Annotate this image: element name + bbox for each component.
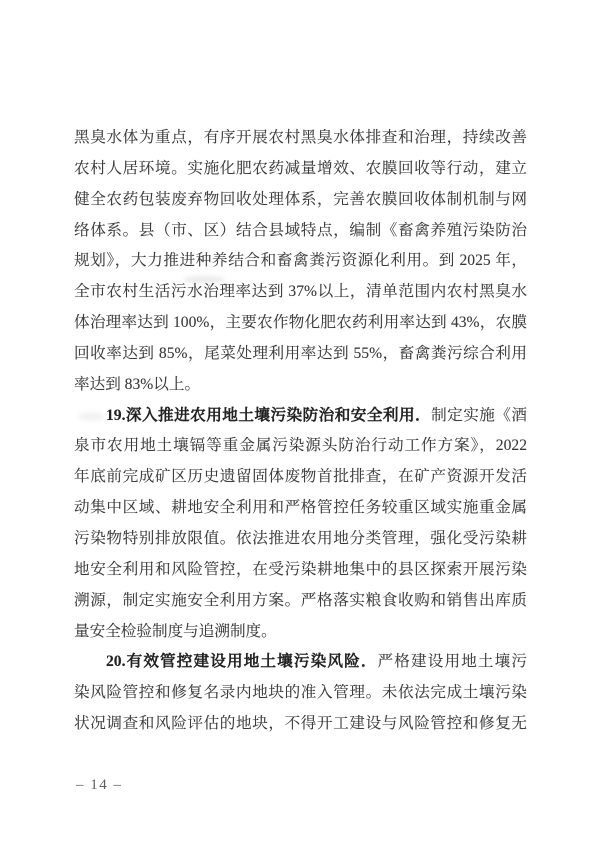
line-text: 回收率达到 85%，尾菜处理利用率达到 55%，畜禽粪污综合利用 xyxy=(74,344,527,362)
text-line xyxy=(74,246,527,277)
line-text: 地安全利用和风险管控，在受污染耕地集中的县区探索开展污染 xyxy=(74,560,527,578)
text-line xyxy=(74,277,527,308)
text-line xyxy=(74,339,527,370)
line-text: 动集中区域、耕地安全利用和严格管控任务较重区域实施重金属 xyxy=(74,499,527,517)
text-line xyxy=(74,185,527,216)
item-19-heading: 19.深入推进农用地土壤污染防治和安全利用． xyxy=(105,406,432,424)
line-text: 溯源，制定实施安全利用方案。严格落实粮食收购和销售出库质 xyxy=(74,591,527,609)
text-line xyxy=(74,123,527,154)
text-line xyxy=(74,617,527,648)
text-line xyxy=(74,493,527,524)
line-text: 制定实施《酒 xyxy=(431,406,527,424)
text-line xyxy=(74,370,527,401)
text-line xyxy=(74,431,527,462)
line-text: 黑臭水体为重点，有序开展农村黑臭水体排查和治理，持续改善 xyxy=(74,129,527,146)
text-line xyxy=(74,647,527,678)
line-text: 规划》，大力推进种养结合和畜禽粪污资源化利用。到 2025 年， xyxy=(74,252,527,270)
line-text: 络体系。县（市、区）结合县域特点，编制《畜禽养殖污染防治 xyxy=(74,221,527,239)
text-line xyxy=(74,709,527,740)
text-line xyxy=(74,401,527,432)
text-line xyxy=(74,154,527,185)
line-text: 农村人居环境。实施化肥农药减量增效、农膜回收等行动，建立 xyxy=(74,159,527,177)
text-line xyxy=(74,555,527,586)
document-body xyxy=(74,123,527,740)
item-20-heading: 20.有效管控建设用地土壤污染风险． xyxy=(105,653,378,671)
line-text: 量安全检验制度与追溯制度。 xyxy=(74,622,277,640)
line-text: 严格建设用地土壤污 xyxy=(377,653,527,671)
line-text: 健全农药包装废弃物回收处理体系，完善农膜回收体制机制与网 xyxy=(74,190,527,208)
line-text: 年底前完成矿区历史遗留固体废物首批排查，在矿产资源开发活 xyxy=(74,468,527,486)
text-line xyxy=(74,586,527,617)
text-line xyxy=(74,308,527,339)
line-text: 状况调查和风险评估的地块，不得开工建设与风险管控和修复无 xyxy=(74,715,527,733)
text-line xyxy=(74,678,527,709)
text-line xyxy=(74,524,527,555)
line-text: 污染物特别排放限值。依法推进农用地分类管理，强化受污染耕 xyxy=(74,529,527,547)
page-number: – 14 – xyxy=(76,777,123,793)
line-text: 泉市农用地土壤镉等重金属污染源头防治行动工作方案》，2022 xyxy=(74,437,527,455)
line-text: 率达到 83%以上。 xyxy=(74,375,201,393)
text-line xyxy=(74,216,527,247)
text-line xyxy=(74,462,527,493)
line-text: 体治理率达到 100%，主要农作物化肥农药利用率达到 43%，农膜 xyxy=(74,314,527,332)
line-text: 全市农村生活污水治理率达到 37%以上，清单范围内农村黑臭水 xyxy=(74,283,527,301)
line-text: 染风险管控和修复名录内地块的准入管理。未依法完成土壤污染 xyxy=(74,684,527,702)
